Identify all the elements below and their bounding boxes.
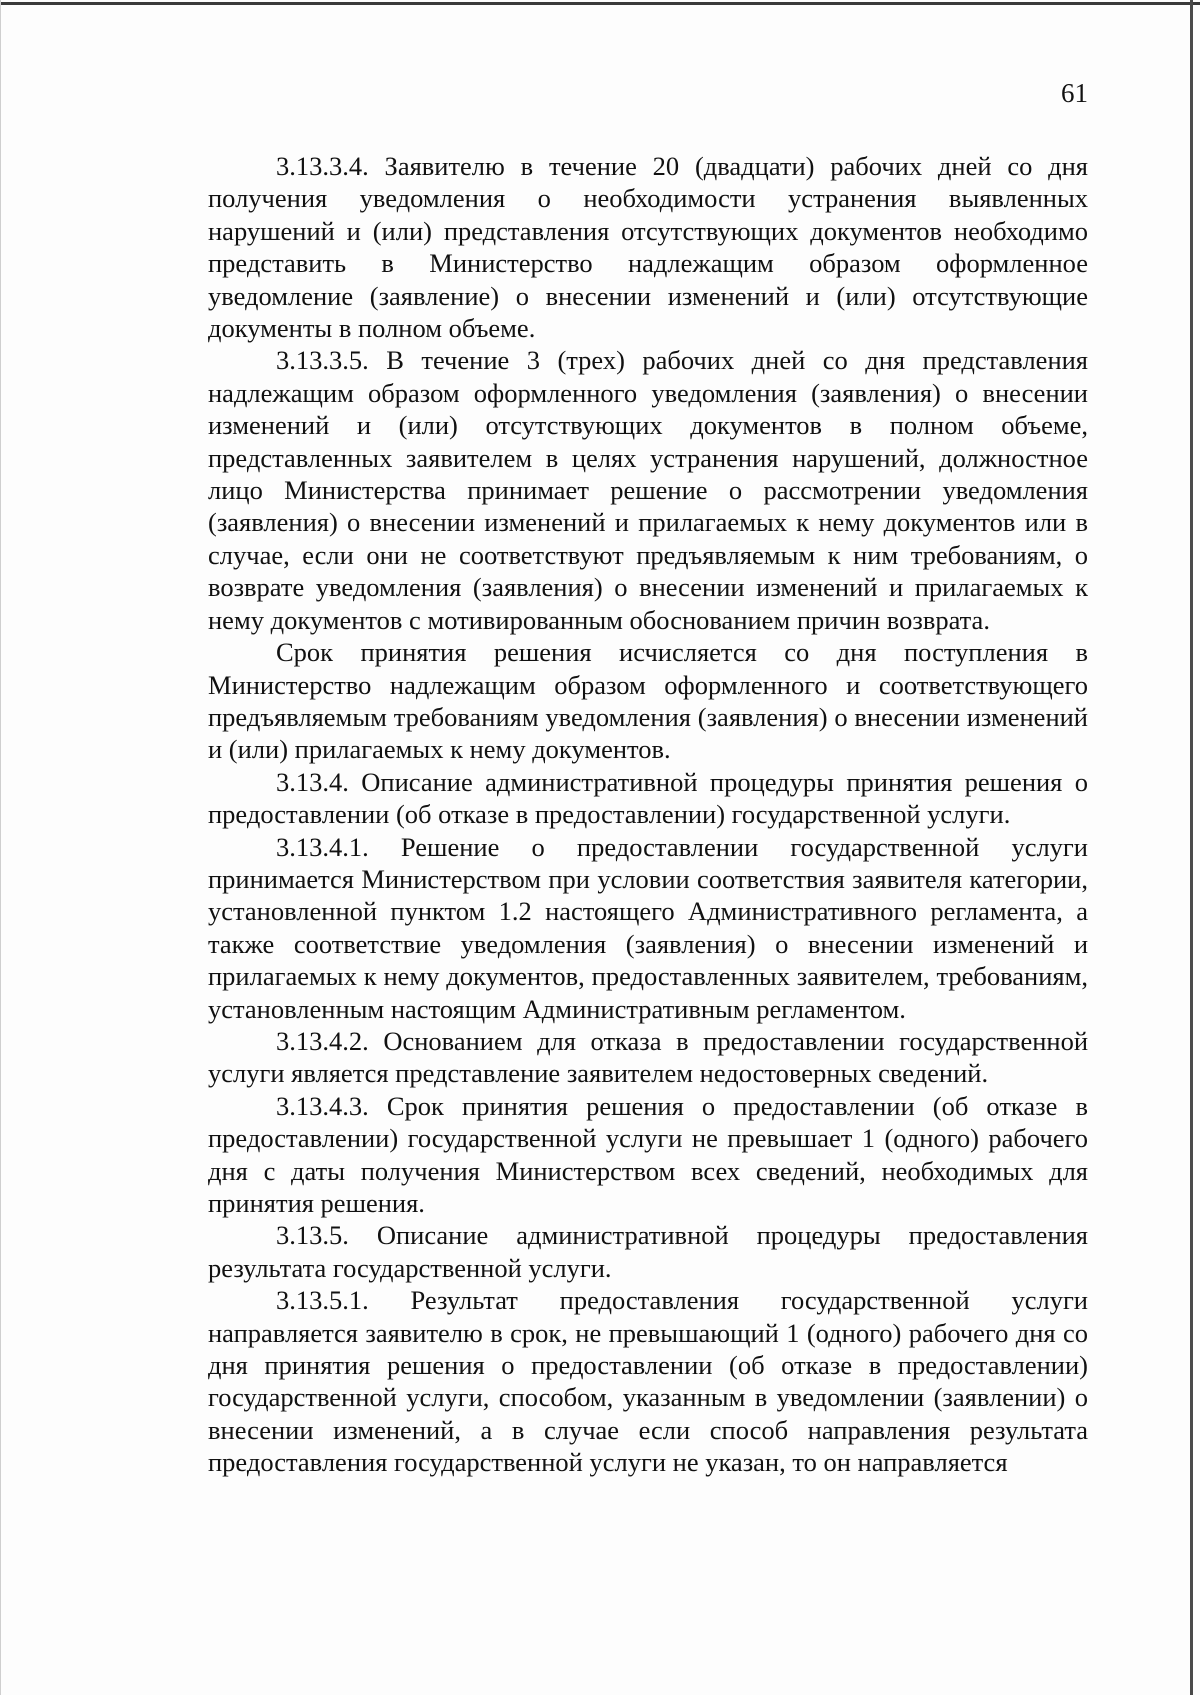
scan-edge-right — [1190, 0, 1193, 1695]
scan-edge-top — [0, 2, 1200, 5]
paragraph-3-13-3-4: 3.13.3.4. Заявителю в течение 20 (двадцати) рабочих дней со дня получения уведомления о необходимости устранения выявленных нарушений и (или) представления отсутствующих документов необходимо представить в Министерство надлежащим образом оформленное уведомление (заявление) о внесении изменений и (или) отсутствующие документы в полном объеме. — [208, 151, 1088, 344]
scan-edge-left — [0, 0, 1, 1695]
page-number: 61 — [1061, 78, 1088, 108]
paragraph-3-13-4-1: 3.13.4.1. Решение о предоставлении государственной услуги принимается Министерством при условии соответствия заявителя категории, установленной пунктом 1.2 настоящего Административного регламента, а также соответствие уведомления (заявления) о внесении изменений и прилагаемых к нему документов, предоставленных заявителем, требованиям, установленным настоящим Административным регламентом. — [208, 831, 1088, 1024]
paragraph-3-13-4: 3.13.4. Описание административной процедуры принятия решения о предоставлении (об отказе в предоставлении) государственной услуги. — [208, 766, 1088, 830]
paragraph-3-13-4-3: 3.13.4.3. Срок принятия решения о предоставлении (об отказе в предоставлении) государственной услуги не превышает 1 (одного) рабочего дня с даты получения Министерством всех сведений, необходимых для принятия решения. — [208, 1090, 1088, 1218]
paragraph-decision-term: Срок принятия решения исчисляется со дня поступления в Министерство надлежащим образом оформленного и соответствующего предъявляемым требованиям уведомления (заявления) о внесении изменений и (или) прилагаемых к нему документов. — [208, 637, 1088, 765]
document-body — [208, 150, 1088, 1479]
paragraph-3-13-5: 3.13.5. Описание административной процедуры предоставления результата государственной услуги. — [208, 1220, 1088, 1283]
paragraph-3-13-3-5: 3.13.3.5. В течение 3 (трех) рабочих дней со дня представления надлежащим образом оформленного уведомления (заявления) о внесении изменений и (или) отсутствующих документов в полном объеме, представленных заявителем в целях устранения нарушений, должностное лицо Министерства принимает решение о рассмотрении уведомления (заявления) о внесении изменений и прилагаемых к нему документов или в случае, если они не соответствуют предъявляемым к ним требованиям, о возврате уведомления (заявления) о внесении изменений и прилагаемых к нему документов с мотивированным обоснованием причин возврата. — [208, 345, 1088, 635]
paragraph-3-13-4-2: 3.13.4.2. Основанием для отказа в предоставлении государственной услуги является представление заявителем недостоверных сведений. — [208, 1025, 1088, 1089]
paragraph-3-13-5-1: 3.13.5.1. Результат предоставления государственной услуги направляется заявителю в срок, не превышающий 1 (одного) рабочего дня со дня принятия решения о предоставлении (об отказе в предоставлении) государственной услуги, способом, указанным в уведомлении (заявлении) о внесении изменений, а в случае если способ направления результата предоставления государственной услуги не указан, то он направляется — [208, 1285, 1088, 1478]
